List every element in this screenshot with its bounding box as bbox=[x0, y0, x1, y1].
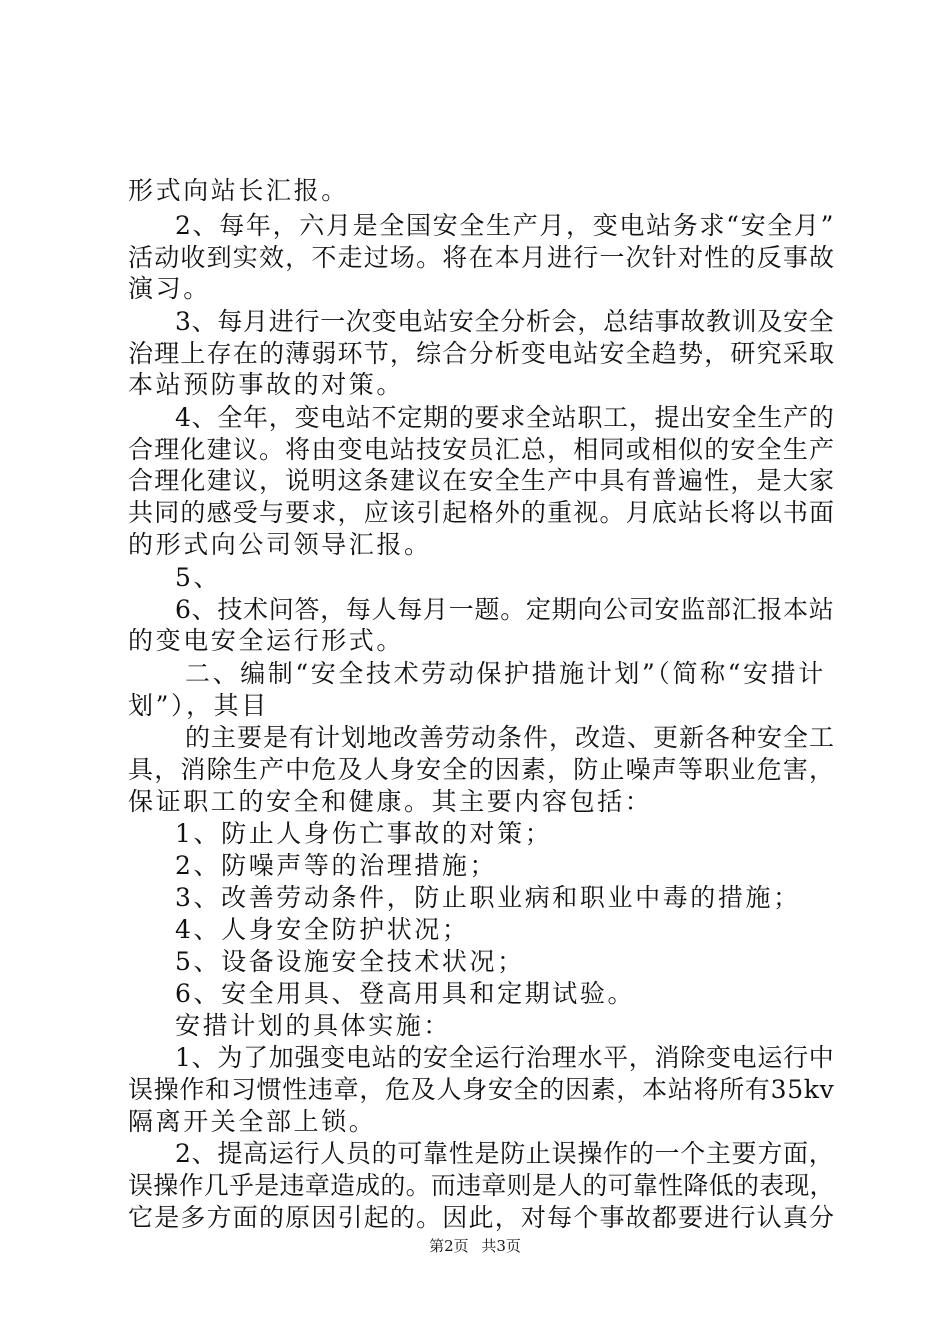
text-line: 共同的感受与要求，应该引起格外的重视。月底站长将以书面 bbox=[128, 498, 836, 527]
text-line: 2、提高运行人员的可靠性是防止误操作的一个主要方面， bbox=[175, 1139, 835, 1168]
text-line: 6、技术问答，每人每月一题。定期向公司安监部汇报本站 bbox=[175, 595, 835, 624]
text-line: 演习。 bbox=[128, 274, 211, 303]
text-line: 安措计划的具体实施： bbox=[175, 1011, 452, 1040]
text-line: 误操作和习惯性违章，危及人身安全的因素，本站将所有35kv bbox=[128, 1075, 835, 1104]
page-footer bbox=[0, 1235, 950, 1256]
page-number: 第2页 bbox=[429, 1237, 469, 1255]
text-line: 二、编制“安全技术劳动保护措施计划”（简称“安措计 bbox=[185, 659, 826, 688]
text-line: 合理化建议。将由变电站技安员汇总，相同或相似的安全生产 bbox=[128, 435, 836, 464]
text-line: 6、安全用具、登高用具和定期试验。 bbox=[175, 979, 636, 1008]
text-line: 的变电安全运行形式。 bbox=[128, 626, 405, 655]
text-line: 3、每月进行一次变电站安全分析会，总结事故教训及安全 bbox=[175, 307, 835, 336]
text-line: 合理化建议，说明这条建议在安全生产中具有普遍性，是大家 bbox=[128, 466, 836, 495]
text-line: 治理上存在的薄弱环节，综合分析变电站安全趋势，研究采取 bbox=[128, 339, 836, 368]
text-line: 它是多方面的原因引起的。因此，对每个事故都要进行认真分 bbox=[128, 1203, 836, 1232]
text-line: 4、全年，变电站不定期的要求全站职工，提出安全生产的 bbox=[175, 403, 835, 432]
text-line: 3、改善劳动条件，防止职业病和职业中毒的措施； bbox=[175, 883, 801, 912]
text-line: 4、人身安全防护状况； bbox=[175, 915, 470, 944]
text-line: 形式向站长汇报。 bbox=[128, 176, 349, 205]
text-line: 1、防止人身伤亡事故的对策； bbox=[175, 819, 553, 848]
text-line: 2、每年，六月是全国安全生产月，变电站务求“安全月” bbox=[175, 211, 836, 240]
text-line: 的形式向公司领导汇报。 bbox=[128, 530, 432, 559]
text-line: 2、防噪声等的治理措施； bbox=[175, 851, 498, 880]
page-total: 共3页 bbox=[481, 1237, 521, 1255]
text-line: 活动收到实效，不走过场。将在本月进行一次针对性的反事故 bbox=[128, 243, 836, 272]
text-line: 具，消除生产中危及人身安全的因素，防止噪声等职业危害， bbox=[128, 755, 836, 784]
text-line: 1、为了加强变电站的安全运行治理水平，消除变电运行中 bbox=[175, 1043, 835, 1072]
text-line: 5、 bbox=[175, 563, 222, 592]
text-line: 5、设备设施安全技术状况； bbox=[175, 947, 525, 976]
text-line: 隔离开关全部上锁。 bbox=[128, 1107, 377, 1136]
text-line: 本站预防事故的对策。 bbox=[128, 370, 405, 399]
text-line: 的主要是有计划地改善劳动条件，改造、更新各种安全工 bbox=[185, 723, 836, 752]
text-line: 划”），其目 bbox=[128, 691, 269, 720]
text-line: 保证职工的安全和健康。其主要内容包括： bbox=[128, 787, 653, 816]
text-line: 误操作几乎是违章造成的。而违章则是人的可靠性降低的表现， bbox=[128, 1171, 835, 1200]
